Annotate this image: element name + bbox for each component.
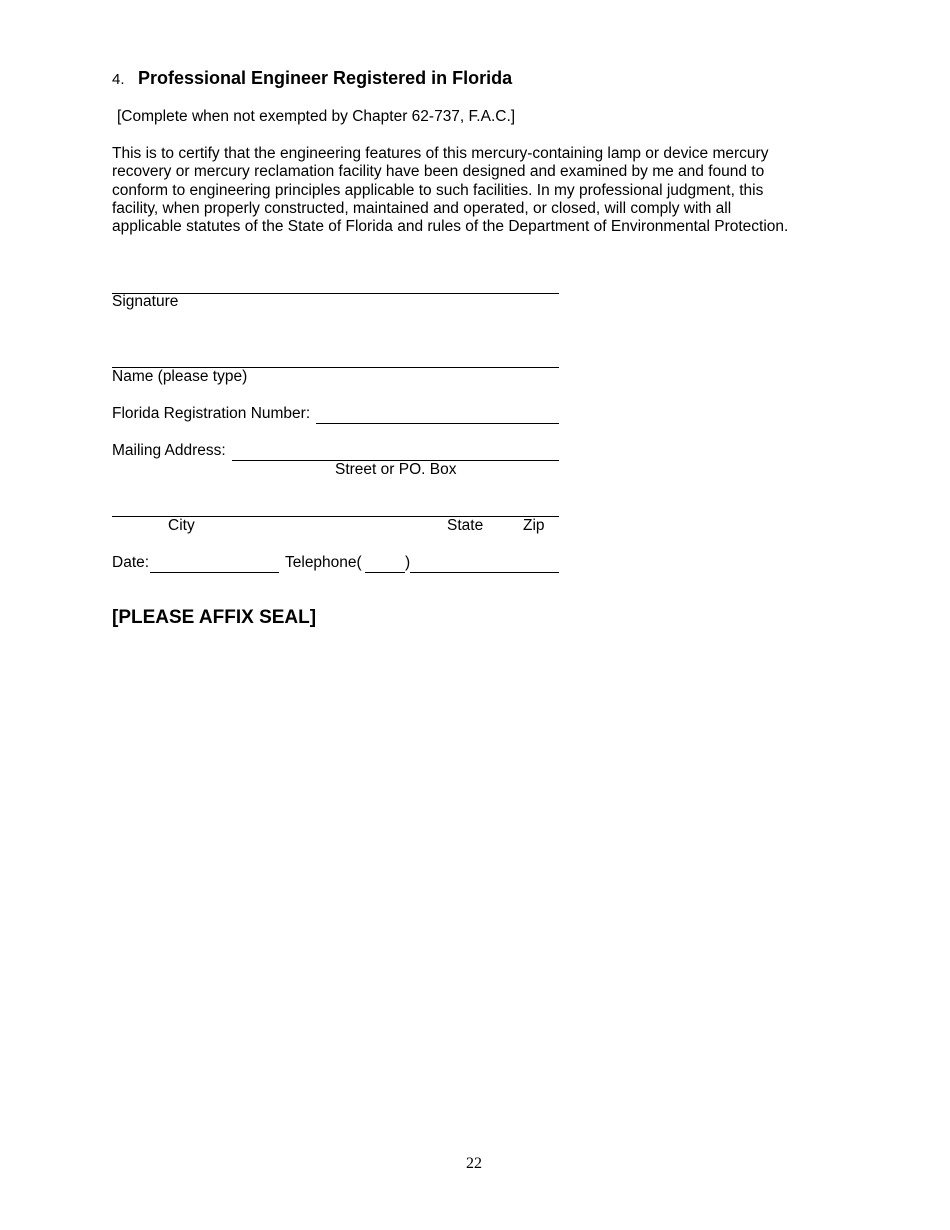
mailing-address-label: Mailing Address: — [112, 442, 226, 459]
signature-line[interactable] — [112, 293, 559, 294]
certification-line: facility, when properly constructed, maintained and operated, or closed, will comply with all — [112, 199, 732, 217]
telephone-label: Telephone( — [285, 554, 362, 571]
registration-line[interactable] — [316, 423, 559, 424]
zip-label: Zip — [523, 517, 545, 534]
name-label: Name (please type) — [112, 368, 248, 385]
certification-line: This is to certify that the engineering features of this mercury-containing lamp or device mercury — [112, 145, 769, 162]
telephone-line[interactable] — [410, 572, 559, 573]
registration-label: Florida Registration Number: — [112, 405, 311, 422]
certification-line: recovery or mercury reclamation facility have been designed and examined by me and found to — [112, 163, 765, 181]
telephone-close-paren: ) — [405, 554, 411, 571]
page-number: 22 — [466, 1155, 482, 1172]
date-label: Date: — [112, 554, 150, 571]
street-label: Street or PO. Box — [335, 461, 457, 478]
certification-paragraph — [112, 145, 842, 236]
city-label: City — [168, 517, 195, 534]
signature-label: Signature — [112, 293, 179, 310]
certification-line: conform to engineering principles applicable to such facilities. In my professional judgment, this — [112, 181, 764, 199]
certification-line: applicable statutes of the State of Florida and rules of the Department of Environmental Protection. — [112, 218, 789, 236]
section-number: 4. — [112, 71, 125, 88]
section-title: Professional Engineer Registered in Florida — [138, 68, 513, 88]
state-label: State — [447, 517, 484, 534]
date-line[interactable] — [150, 572, 279, 573]
area-code-line[interactable] — [365, 572, 405, 573]
exemption-note: [Complete when not exempted by Chapter 62-737, F.A.C.] — [117, 108, 516, 125]
seal-instruction: [PLEASE AFFIX SEAL] — [112, 607, 317, 628]
